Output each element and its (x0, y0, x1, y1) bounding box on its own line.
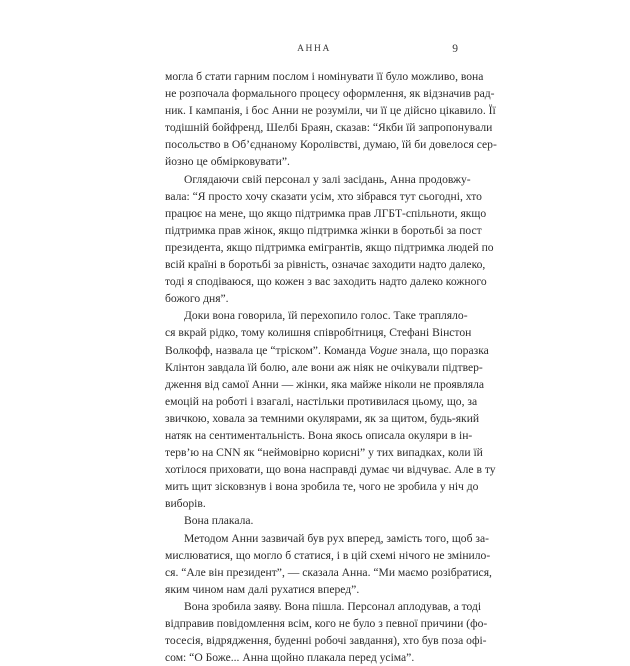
text-line: могла б стати гарним послом і номінувати її було можливо, вона (165, 70, 484, 83)
text-line: терв’ю на CNN як “неймовірно корисні” у тих випадках, коли їй (165, 446, 483, 460)
paragraph (165, 307, 496, 512)
text-line: президента, якщо підтримка емігрантів, якщо підтримка людей по (165, 240, 494, 254)
body-text (165, 68, 497, 666)
text-line: всій країні в боротьбі за рівність, означає заходити надто далеко, (165, 258, 486, 272)
text-line: звичкою, ховала за темними окулярами, як за щитом, будь-який (165, 411, 480, 425)
text-line: божого дня”. (165, 292, 229, 306)
text-line: тоді я сподіваюся, що кожен з вас заходить надто далеко кожного (165, 275, 487, 289)
text-line: хотілося приховати, що вона насправді думає чи відчуває. Але в ту (165, 463, 496, 477)
text-line: працює на мене, що якщо підтримка прав ЛГБТ-спільноти, якщо (165, 206, 487, 220)
text-line: Клінтон завдала їй болю, але вони аж ніяк не очікували підтвер- (165, 360, 483, 374)
text-line: ник. І кампанія, і бос Анни не розуміли, чи її це дійсно цікавило. Її (165, 104, 496, 118)
text-line: Волкофф, назвала це “тріском”. Команда Vogue знала, що поразка (165, 343, 489, 357)
text-line: Методом Анни зазвичай був рух вперед, замість того, щоб за- (184, 531, 489, 545)
page-number: 9 (452, 43, 458, 55)
text-line: емоцій на роботі і взагалі, настільки противилася цьому, що, за (165, 394, 478, 408)
text-line: тосесія, відрядження, буденні робочі завдання), хто був поза офі- (165, 634, 487, 648)
text-line: йозно це обмірковувати”. (165, 155, 290, 169)
text-line: ся вкрай рідко, тому колишня співробітниця, Стефані Вінстон (165, 326, 472, 340)
text-line: посольство в Об’єднаному Королівстві, думаю, їй би довелося сер- (165, 138, 497, 152)
text-line: сом: “О Боже... Анна щойно плакала перед усіма”. (165, 651, 415, 665)
text-line: вала: “Я просто хочу сказати усім, хто зібрався тут сьогодні, хто (165, 189, 482, 203)
text-line: Вона зробила заяву. Вона пішла. Персонал аплодував, а тоді (184, 599, 482, 613)
text-line: тодішній бойфренд, Шелбі Браян, сказав: “Якби їй запропонували (165, 121, 493, 135)
text-line: Доки вона говорила, їй перехопило голос. Таке траплялo- (184, 309, 468, 323)
paragraph (165, 512, 463, 529)
text-line: Вона плакала. (184, 514, 254, 528)
paragraph (165, 171, 494, 308)
paragraph (165, 68, 497, 171)
running-title: АННА (297, 44, 331, 54)
text-line: не розпочала формального процесу оформлення, як відзначив рад- (165, 87, 495, 101)
text-line: підтримка прав жінок, якщо підтримка жінки в боротьбі за пост (165, 223, 482, 237)
text-line: мислюватися, що могло б статися, і в цій схемі нічого не змінило- (165, 548, 491, 562)
text-line: виборів. (165, 497, 206, 511)
text-line: дження від самої Анни — жінки, яка майже ніколи не проявляла (165, 377, 485, 391)
text-line: Оглядаючи свій персонал у залі засідань, Анна продовжу- (184, 172, 471, 186)
italic-emphasis: Vogue (369, 343, 398, 357)
text-line: яким чином нам далі рухатися вперед”. (165, 582, 360, 596)
text-line: ся. “Але він президент”, — сказала Анна. “Ми маємо розібратися, (165, 565, 492, 579)
text-line: натяк на сентиментальність. Вона якось описала окуляри в ін- (165, 428, 473, 442)
paragraph (165, 598, 488, 666)
text-line: мить щит зісковзнув і вона зробила те, чого не зробила у ніч до (165, 480, 479, 494)
running-header (165, 44, 463, 60)
text-line: відправив повідомлення всім, кого не було з певної причини (фо- (165, 617, 488, 630)
paragraph (165, 530, 492, 598)
